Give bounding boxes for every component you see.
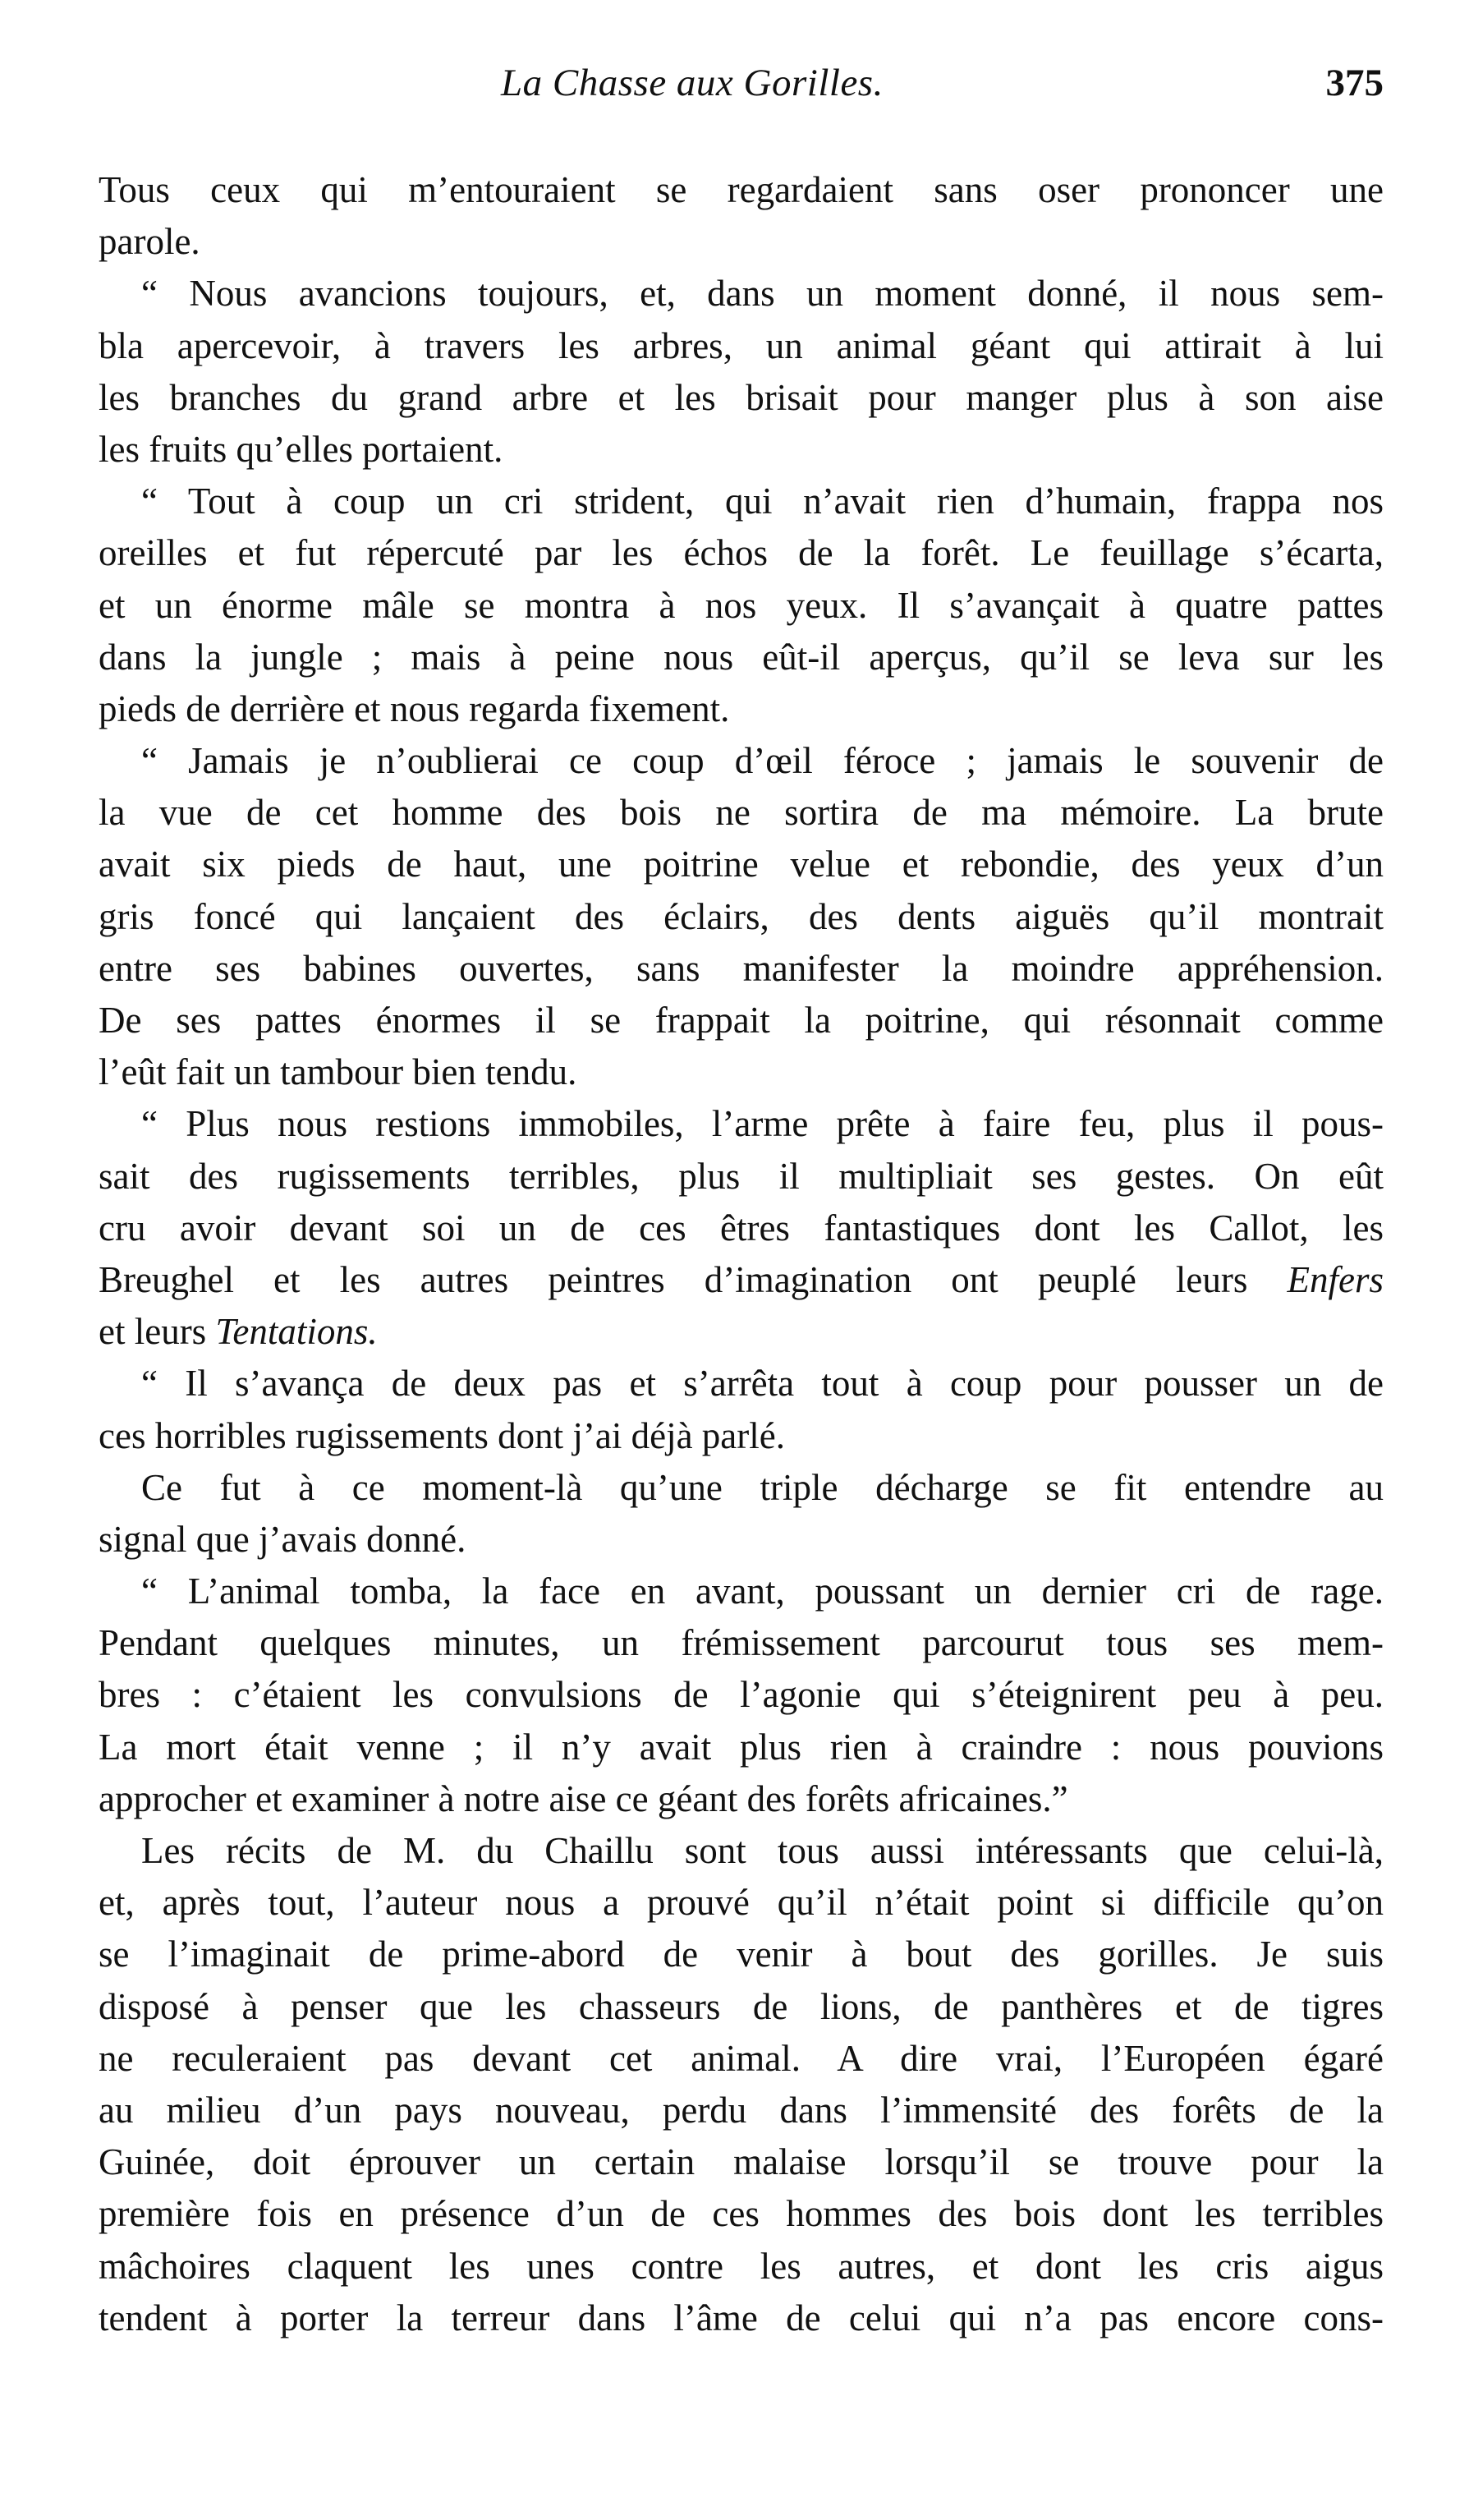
line-text: oreilles et fut répercuté par les échos de la forêt. Le feuillage s’écarta, <box>99 532 1384 574</box>
text-line <box>99 424 1384 476</box>
line-text: et, après tout, l’auteur nous a prouvé qu’il n’était point si difficile qu’on <box>99 1882 1384 1924</box>
line-text: au milieu d’un pays nouveau, perdu dans l’immensité des forêts de la <box>99 2089 1384 2131</box>
text-line <box>99 476 1384 527</box>
line-text: disposé à penser que les chasseurs de lions, de panthères et de tigres <box>99 1985 1384 2027</box>
text-line <box>99 216 1384 268</box>
text-line <box>99 1203 1384 1254</box>
text-line <box>99 1773 1384 1825</box>
line-text: les branches du grand arbre et les brisait pour manger plus à son aise <box>99 376 1384 418</box>
text-line <box>99 1151 1384 1203</box>
line-text: De ses pattes énormes il se frappait la poitrine, qui résonnait comme <box>99 1000 1384 1041</box>
line-text: entre ses babines ouvertes, sans manifester la moindre appréhension. <box>99 947 1384 989</box>
text-line <box>99 527 1384 579</box>
line-text: parole. <box>99 221 200 263</box>
line-text: Les récits de M. du Chaillu sont tous aussi intéressants que celui-là, <box>141 1830 1384 1871</box>
text-line <box>99 2241 1384 2292</box>
text-line <box>99 735 1384 787</box>
text-line <box>99 1462 1384 1514</box>
text-line <box>99 2188 1384 2240</box>
line-text: ces horribles rugissements dont j’ai déjà parlé. <box>99 1414 785 1456</box>
text-line <box>99 1877 1384 1929</box>
line-text: “ Nous avancions toujours, et, dans un moment donné, il nous sem- <box>141 273 1384 315</box>
line-text: tendent à porter la terreur dans l’âme de celui qui n’a pas encore cons- <box>99 2297 1384 2338</box>
text-line <box>99 268 1384 320</box>
line-text: pieds de derrière et nous regarda fixement. <box>99 687 730 729</box>
line-text: première fois en présence d’un de ces hommes des bois dont les terribles <box>99 2193 1384 2235</box>
text-line <box>99 1046 1384 1098</box>
line-text: ne reculeraient pas devant cet animal. A dire vrai, l’Européen égaré <box>99 2037 1384 2079</box>
text-line <box>99 1617 1384 1669</box>
line-text: dans la jungle ; mais à peine nous eût-il aperçus, qu’il se leva sur les <box>99 636 1384 678</box>
text-line <box>99 787 1384 839</box>
text-line <box>99 943 1384 995</box>
line-text: bla apercevoir, à travers les arbres, un animal géant qui attirait à lui <box>99 324 1384 366</box>
text-line <box>99 632 1384 683</box>
text-line <box>99 2292 1384 2344</box>
text-line <box>99 2136 1384 2188</box>
text-line <box>99 164 1384 216</box>
text-line <box>99 372 1384 424</box>
line-text: sait des rugissements terribles, plus il multipliait ses gestes. On eût <box>99 1155 1384 1197</box>
text-line <box>99 1358 1384 1409</box>
text-line <box>99 1410 1384 1462</box>
text-line <box>99 839 1384 890</box>
line-text: bres : c’étaient les convulsions de l’agonie qui s’éteignirent peu à peu. <box>99 1674 1384 1716</box>
line-text: Pendant quelques minutes, un frémissement parcourut tous ses mem- <box>99 1622 1384 1664</box>
line-text: la vue de cet homme des bois ne sortira de ma mémoire. La brute <box>99 792 1384 834</box>
text-line <box>99 580 1384 632</box>
text-line <box>99 1254 1384 1306</box>
line-text: signal que j’avais donné. <box>99 1518 466 1560</box>
text-line <box>99 1306 1384 1358</box>
line-text: “ L’animal tomba, la face en avant, poussant un dernier cri de rage. <box>141 1570 1384 1612</box>
body-text <box>99 164 1384 2344</box>
line-text: l’eût fait un tambour bien tendu. <box>99 1051 577 1093</box>
line-text: Breughel et les autres peintres d’imagination ont peuplé leurs <box>99 1258 1288 1300</box>
text-line <box>99 891 1384 943</box>
text-line <box>99 1514 1384 1566</box>
line-text: cru avoir devant soi un de ces êtres fantastiques dont les Callot, les <box>99 1207 1384 1249</box>
line-text: se l’imaginait de prime-abord de venir à bout des gorilles. Je suis <box>99 1934 1384 1975</box>
line-text: approcher et examiner à notre aise ce géant des forêts africaines.” <box>99 1777 1068 1819</box>
line-text: Guinée, doit éprouver un certain malaise lorsqu’il se trouve pour la <box>99 2141 1384 2183</box>
line-text: les fruits qu’elles portaient. <box>99 428 503 470</box>
text-line <box>99 1669 1384 1721</box>
line-text: et un énorme mâle se montra à nos yeux. Il s’avançait à quatre pattes <box>99 584 1384 626</box>
line-text: “ Plus nous restions immobiles, l’arme prête à faire feu, plus il pous- <box>141 1103 1384 1145</box>
text-line <box>99 995 1384 1046</box>
italic-title: Tentations. <box>215 1311 378 1353</box>
text-line <box>99 1098 1384 1150</box>
text-line <box>99 320 1384 372</box>
text-line <box>99 2085 1384 2136</box>
line-text: mâchoires claquent les unes contre les autres, et dont les cris aigus <box>99 2245 1384 2287</box>
text-line <box>99 1929 1384 1980</box>
running-title: La Chasse aux Gorilles. <box>501 62 884 104</box>
line-text: avait six pieds de haut, une poitrine velue et rebondie, des yeux d’un <box>99 844 1384 885</box>
text-line <box>99 1566 1384 1617</box>
line-text: “ Jamais je n’oublierai ce coup d’œil féroce ; jamais le souvenir de <box>141 740 1384 782</box>
italic-title: Enfers <box>1287 1258 1384 1300</box>
text-line <box>99 1981 1384 2033</box>
line-text: Tous ceux qui m’entouraient se regardaient sans oser prononcer une <box>99 169 1384 210</box>
line-text: “ Tout à coup un cri strident, qui n’avait rien d’humain, frappa nos <box>141 481 1384 522</box>
line-text: “ Il s’avança de deux pas et s’arrêta tout à coup pour pousser un de <box>141 1363 1384 1405</box>
text-line <box>99 1825 1384 1877</box>
line-text: gris foncé qui lançaient des éclairs, des dents aiguës qu’il montrait <box>99 895 1384 937</box>
page-number: 375 <box>1325 62 1384 104</box>
line-text: Ce fut à ce moment-là qu’une triple décharge se fit entendre au <box>141 1466 1384 1508</box>
text-line <box>99 683 1384 735</box>
line-text: et leurs <box>99 1311 216 1353</box>
text-line <box>99 1722 1384 1773</box>
line-text: La mort était venne ; il n’y avait plus rien à craindre : nous pouvions <box>99 1726 1384 1768</box>
running-head <box>99 61 1384 118</box>
text-line <box>99 2033 1384 2085</box>
